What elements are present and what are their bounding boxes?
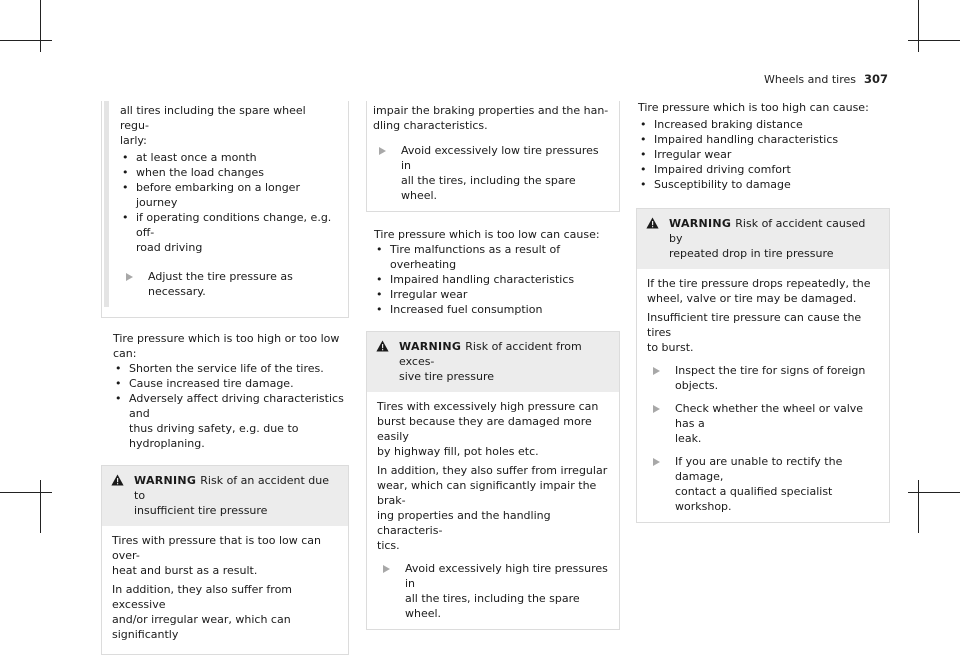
step-arrow-icon — [653, 458, 660, 466]
column-2 — [366, 101, 620, 630]
warning-label: WARNING — [669, 217, 732, 230]
check-section — [104, 101, 338, 307]
warning-paragraph: Tires with excessively high pressure can burst because they are damaged more easily by highway fill, pot holes etc. — [377, 400, 599, 458]
crop-mark — [40, 480, 41, 533]
step-arrow-icon — [379, 147, 386, 155]
crop-mark — [0, 492, 52, 493]
step-adjust — [120, 269, 338, 299]
step-arrow-icon — [653, 367, 660, 375]
warning-body — [102, 526, 348, 654]
warning-triangle-icon — [646, 217, 659, 229]
warning-triangle-icon — [111, 474, 124, 486]
list-item: • Impaired handling characteristics — [638, 132, 890, 147]
step-text: Avoid excessively high tire pressures in all the tires, including the spare wheel. — [405, 562, 608, 620]
intro-text: all tires including the spare wheel regu- larly: — [120, 104, 306, 147]
step-text: Check whether the wheel or valve has a leak. — [675, 402, 864, 445]
section-heading: Tire pressure which is too low can cause: — [374, 228, 600, 241]
list-item: • Impaired driving comfort — [638, 162, 890, 177]
list-item: • at least once a month — [120, 150, 338, 165]
warning-box — [636, 208, 890, 523]
warning-header — [102, 466, 348, 526]
warning-paragraph: If the tire pressure drops repeatedly, the wheel, valve or tire may be damaged. — [647, 277, 871, 305]
warning-title: Risk of accident from exces- sive tire pressure — [399, 340, 582, 383]
column-1 — [101, 101, 349, 655]
list-item: • Adversely affect driving characteristics and thus driving safety, e.g. due to hydroplaning. — [113, 391, 349, 451]
running-header — [762, 72, 888, 86]
effects-list — [374, 242, 620, 317]
crop-mark — [40, 0, 41, 52]
list-item: • if operating conditions change, e.g. off- road driving — [120, 210, 338, 255]
crop-mark — [918, 0, 919, 52]
list-item: • Tire malfunctions as a result of overheating — [374, 242, 620, 272]
step-check-leak — [647, 401, 879, 446]
step-text: Avoid excessively low tire pressures in all the tires, including the spare wheel. — [401, 144, 599, 202]
list-item: • Irregular wear — [374, 287, 620, 302]
list-item: • Shorten the service life of the tires. — [113, 361, 349, 376]
warning-paragraph: impair the braking properties and the han- dling characteristics. — [373, 104, 609, 132]
list-item: • Increased braking distance — [638, 117, 890, 132]
effects-list — [638, 117, 890, 192]
warning-header — [367, 332, 619, 392]
step-text: Adjust the tire pressure as necessary. — [148, 270, 293, 298]
warning-paragraph: In addition, they also suffer from excessive and/or irregular wear, which can significantly — [112, 583, 293, 641]
list-item: • Irregular wear — [638, 147, 890, 162]
warning-body — [367, 392, 619, 629]
list-item: • when the load changes — [120, 165, 338, 180]
warning-label: WARNING — [399, 340, 462, 353]
crop-mark — [908, 492, 960, 493]
step-text: Inspect the tire for signs of foreign objects. — [675, 364, 866, 392]
step-text: If you are unable to rectify the damage, contact a qualified specialist workshop. — [675, 455, 843, 513]
warning-paragraph: Insufficient tire pressure can cause the tires to burst. — [647, 311, 862, 354]
step-contact-workshop — [647, 454, 879, 514]
step-arrow-icon — [126, 273, 133, 281]
warning-box — [101, 465, 349, 655]
crop-mark — [908, 40, 960, 41]
section-heading: Tire pressure which is too high or too low can: — [113, 332, 340, 360]
step-avoid-low — [373, 143, 609, 203]
section-heading: Tire pressure which is too high can cause: — [638, 101, 869, 114]
warning-body — [637, 269, 889, 522]
list-item: • Cause increased tire damage. — [113, 376, 349, 391]
warning-paragraph: Tires with pressure that is too low can over- heat and burst as a result. — [112, 534, 321, 577]
step-arrow-icon — [653, 405, 660, 413]
list-item: • Impaired handling characteristics — [374, 272, 620, 287]
check-list — [120, 150, 338, 255]
crop-mark — [0, 40, 52, 41]
warning-header — [637, 209, 889, 269]
step-inspect — [647, 363, 879, 393]
column-3 — [636, 100, 890, 523]
warning-box-continued — [366, 101, 620, 212]
list-item: • Increased fuel consumption — [374, 302, 620, 317]
crop-mark — [918, 480, 919, 533]
step-arrow-icon — [383, 565, 390, 573]
list-item: • Susceptibility to damage — [638, 177, 890, 192]
warning-triangle-icon — [376, 340, 389, 352]
effects-list — [113, 361, 349, 451]
warning-title: Risk of accident caused by repeated drop in tire pressure — [669, 217, 866, 260]
tire-check-box — [101, 101, 349, 318]
warning-title: Risk of an accident due to insufficient tire pressure — [134, 474, 330, 517]
step-avoid-high — [377, 561, 609, 621]
warning-paragraph: In addition, they also suffer from irregular wear, which can significantly impair the brak- ing properties and the handling characteris- tics. — [377, 464, 608, 552]
warning-box — [366, 331, 620, 630]
page-number: 307 — [863, 72, 888, 86]
section-title: Wheels and tires — [763, 73, 856, 86]
list-item: • before embarking on a longer journey — [120, 180, 338, 210]
warning-label: WARNING — [134, 474, 197, 487]
